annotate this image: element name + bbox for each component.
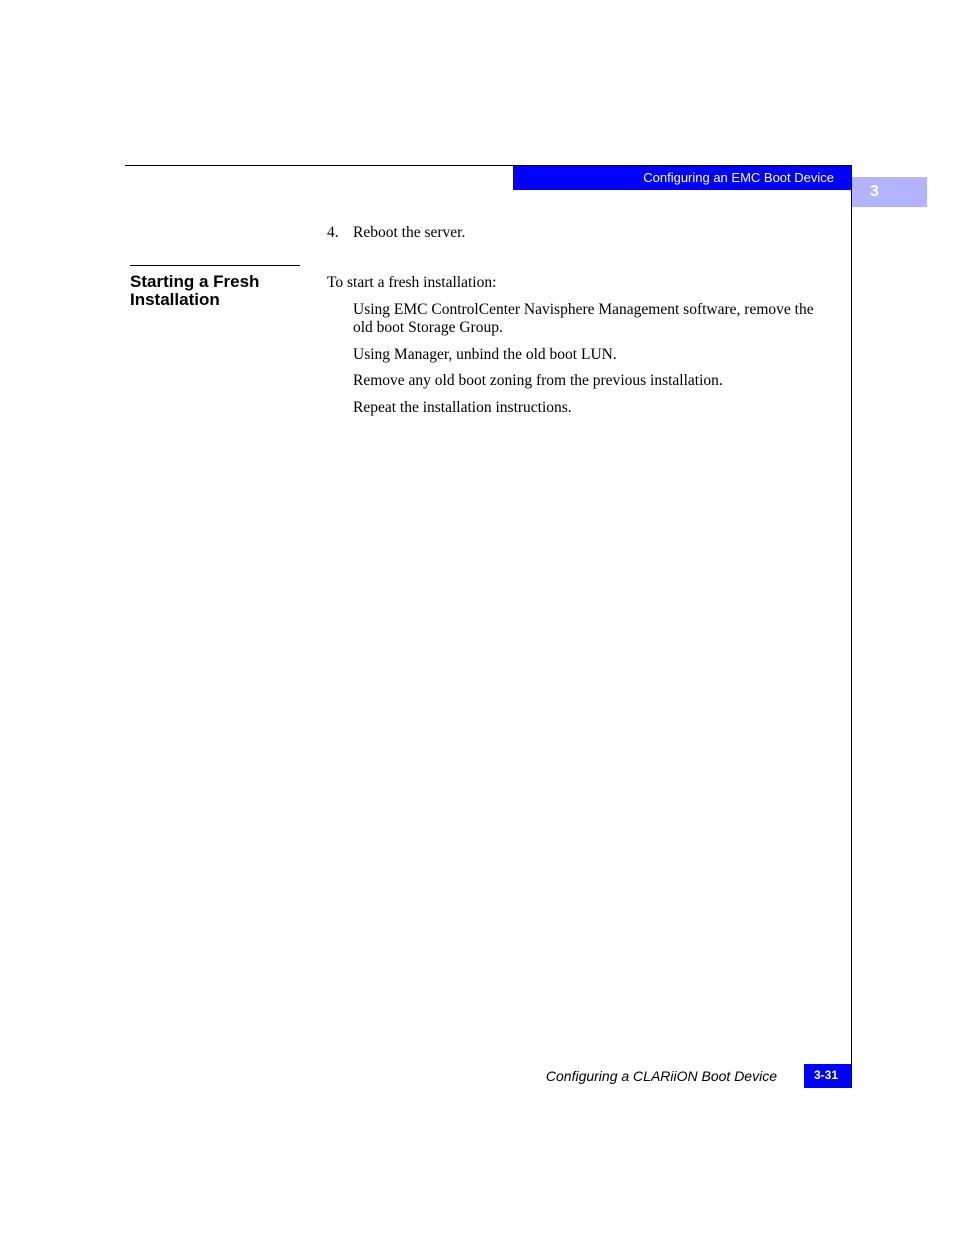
section-heading: Starting a Fresh Installation <box>130 272 260 309</box>
section-intro: To start a fresh installation: <box>327 274 497 291</box>
list-item: Using EMC ControlCenter Navisphere Management software, remove the old boot Storage Group. <box>353 301 814 336</box>
chapter-tab: 3 <box>852 177 927 207</box>
prior-step <box>327 223 465 242</box>
step-text: Reboot the server. <box>353 224 466 241</box>
section-rule <box>130 265 300 266</box>
page-number: 3-31 <box>804 1064 851 1088</box>
step-list <box>353 301 823 425</box>
running-header: Configuring an EMC Boot Device <box>513 166 851 190</box>
margin-rule <box>851 165 852 1088</box>
step-number: 4. <box>327 224 339 241</box>
list-item: Using Manager, unbind the old boot LUN. <box>353 345 617 363</box>
list-item: Repeat the installation instructions. <box>353 398 572 416</box>
footer-title: Configuring a CLARiiON Boot Device <box>545 1068 777 1084</box>
list-item: Remove any old boot zoning from the previous installation. <box>353 372 723 389</box>
